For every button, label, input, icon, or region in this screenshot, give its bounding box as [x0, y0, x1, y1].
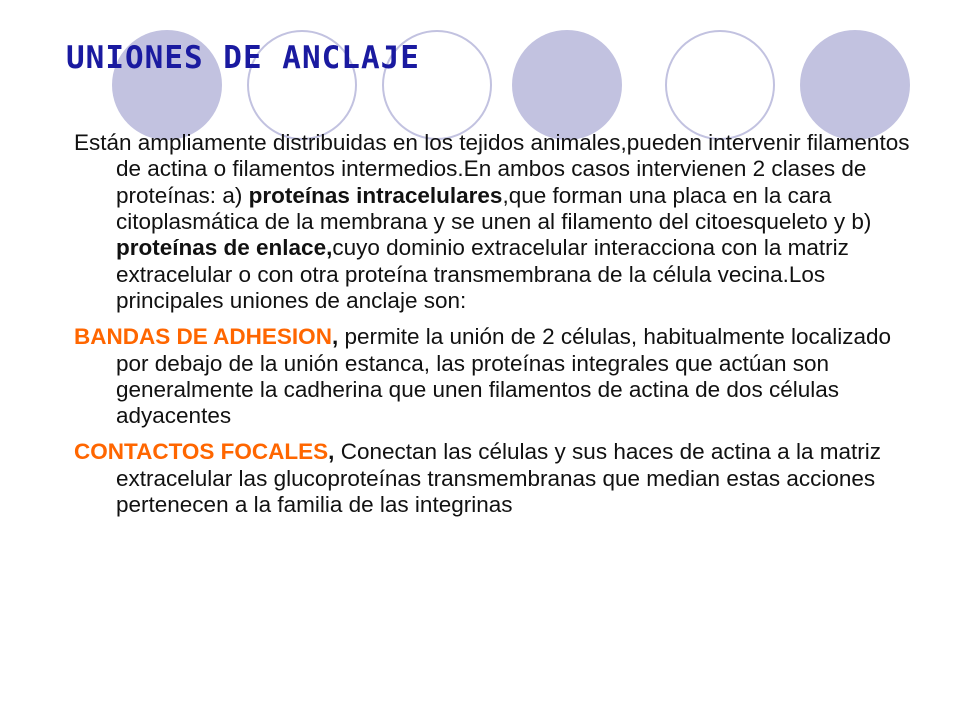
intro-text-2: ,que forman una placa en la cara citoplasmática de la membrana y se unen al filamento del citoesqueleto y b) — [116, 182, 872, 234]
contactos-term: CONTACTOS FOCALES — [74, 439, 329, 465]
decorative-circle-filled — [512, 30, 622, 140]
decorative-circle-outline — [665, 30, 775, 140]
bandas-term: BANDAS DE ADHESION — [74, 324, 332, 350]
contactos-paragraph — [74, 439, 924, 518]
bandas-text: permite la unión de 2 células, habitualmente localizado por debajo de la unión estanca, las proteínas integrales que actúan son generalmente la cadherina que unen filamentos de actina de dos células adyacentes — [116, 324, 892, 429]
slide-title: UNIONES DE ANCLAJE — [66, 40, 420, 76]
decorative-circle-filled — [800, 30, 910, 140]
intro-bold-2: proteínas de enlace, — [116, 235, 333, 261]
intro-text-1: Están ampliamente distribuidas en los tejidos animales,pueden intervenir filamentos de actina o filamentos intermedios.En ambos casos intervienen 2 clases de proteínas: a) — [74, 130, 910, 208]
intro-paragraph — [74, 130, 924, 314]
slide-body — [74, 130, 924, 528]
contactos-sep: , — [328, 439, 335, 465]
contactos-text: Conectan las células y sus haces de actina a la matriz extracelular las glucoproteínas transmembranas que median estas acciones pertenecen a la familia de las integrinas — [116, 439, 881, 518]
bandas-paragraph — [74, 324, 924, 429]
bandas-sep: , — [331, 324, 339, 350]
intro-bold-1: proteínas intracelulares — [248, 182, 503, 208]
intro-text-3: cuyo dominio extracelular interacciona con la matriz extracelular o con otra proteína transmembrana de la célula vecina.Los principales uniones de anclaje son: — [116, 235, 849, 313]
